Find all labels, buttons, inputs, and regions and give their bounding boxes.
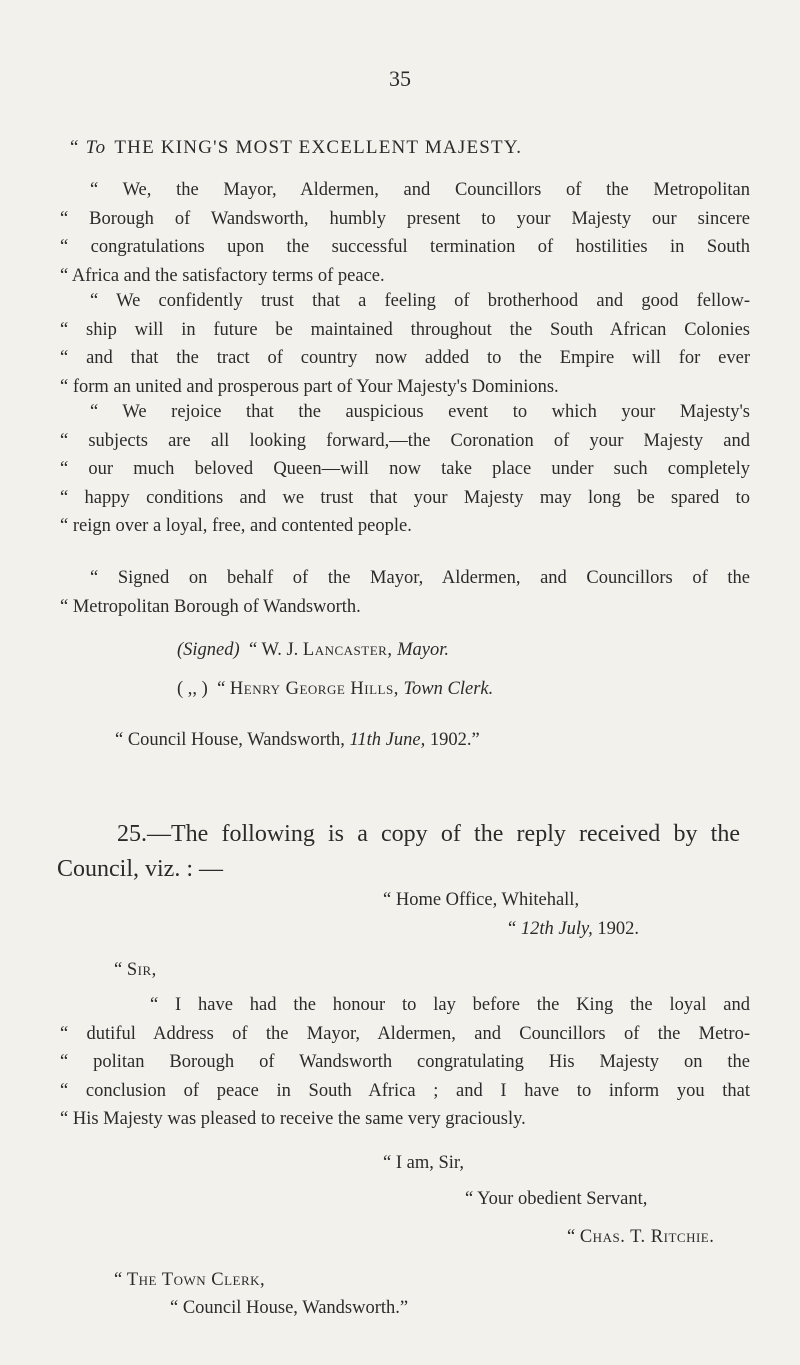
addressee-name: The Town Clerk, bbox=[126, 1270, 266, 1290]
addressee-quote: “ bbox=[114, 1270, 127, 1290]
reply-date-year: 1902. bbox=[592, 919, 640, 939]
signer-initials: “ W. J. bbox=[248, 640, 303, 660]
address-heading bbox=[70, 137, 522, 159]
text-line: “ subjects are all looking forward,—the Coronation of your Majesty and bbox=[60, 430, 750, 451]
text-line: “ We rejoice that the auspicious event to which your Majesty's bbox=[90, 402, 750, 422]
text-line: “ We confidently trust that a feeling of brotherhood and good fellow- bbox=[90, 291, 750, 311]
address-paragraph-4 bbox=[60, 564, 750, 621]
text-line: “ congratulations upon the successful termination of hostilities in South bbox=[60, 237, 750, 257]
signer-name: Chas. T. Ritchie. bbox=[579, 1227, 715, 1247]
signer-title: Mayor. bbox=[397, 640, 449, 660]
reply-body bbox=[60, 991, 750, 1134]
text-line: “ We, the Mayor, Aldermen, and Councillors of the Metropolitan bbox=[90, 180, 750, 200]
ditto-label: ( ,, ) bbox=[177, 679, 208, 699]
address-dateline bbox=[115, 730, 480, 751]
text-line: “ Signed on behalf of the Mayor, Aldermen, and Councillors of the bbox=[90, 568, 750, 588]
text-line: “ conclusion of peace in South Africa ; and I have to inform you that bbox=[60, 1080, 750, 1101]
text-line: Council, viz. : — bbox=[57, 856, 223, 882]
text-line: “ Africa and the satisfactory terms of peace. bbox=[60, 265, 385, 286]
signature-mayor bbox=[177, 640, 449, 661]
text-line: “ happy conditions and we trust that your Majesty may long be spared to bbox=[60, 487, 750, 508]
reply-intro bbox=[57, 817, 740, 887]
dateline-date: 11th June, bbox=[349, 730, 426, 750]
text-line: “ and that the tract of country now added to the Empire will for ever bbox=[60, 348, 750, 368]
signer-name: Henry George Hills, bbox=[229, 679, 399, 699]
dateline-place: “ Council House, Wandsworth, bbox=[115, 730, 350, 750]
reply-date bbox=[508, 919, 639, 940]
text-line: “ dutiful Address of the Mayor, Aldermen, and Councillors of the Metro- bbox=[60, 1023, 750, 1044]
signer-title: Town Clerk. bbox=[403, 679, 494, 699]
signer-name: Lancaster, bbox=[302, 640, 393, 660]
salutation-quote: “ bbox=[114, 960, 127, 980]
reply-date-day: 12th July, bbox=[520, 919, 593, 939]
text-line: “ I have had the honour to lay before the King the loyal and bbox=[150, 995, 750, 1015]
date-quote: “ bbox=[508, 919, 521, 939]
text-line: “ our much beloved Queen—will now take place under such completely bbox=[60, 459, 750, 479]
signer-quote: “ bbox=[567, 1227, 580, 1247]
reply-addressee-place: “ Council House, Wandsworth.” bbox=[170, 1298, 409, 1318]
text-line: “ reign over a loyal, free, and contented people. bbox=[60, 516, 412, 536]
closing-line-1: “ I am, Sir, bbox=[383, 1153, 464, 1173]
salutation-text: Sir, bbox=[126, 960, 157, 980]
address-paragraph-2 bbox=[60, 287, 750, 401]
signature-town-clerk bbox=[177, 679, 493, 700]
signed-label: (Signed) bbox=[177, 640, 240, 660]
heading-text: THE KING'S MOST EXCELLENT MAJESTY. bbox=[114, 137, 523, 158]
text-line: “ politan Borough of Wandsworth congratulating His Majesty on the bbox=[60, 1052, 750, 1072]
page-number: 35 bbox=[389, 66, 411, 91]
reply-place: “ Home Office, Whitehall, bbox=[383, 890, 580, 910]
reply-salutation bbox=[114, 960, 157, 981]
dateline-year: 1902.” bbox=[425, 730, 480, 750]
heading-quote: “ bbox=[70, 137, 80, 158]
heading-to: To bbox=[85, 137, 107, 158]
text-line: “ His Majesty was pleased to receive the same very graciously. bbox=[60, 1109, 526, 1129]
text-line: “ Metropolitan Borough of Wandsworth. bbox=[60, 596, 361, 617]
address-paragraph-3 bbox=[60, 398, 750, 541]
text-line: “ form an united and prosperous part of Your Majesty's Dominions. bbox=[60, 376, 559, 397]
signer-quote: “ bbox=[217, 679, 230, 699]
address-paragraph-1 bbox=[60, 176, 750, 290]
text-line: 25.—The following is a copy of the reply received by the bbox=[117, 821, 740, 847]
closing-line-2: “ Your obedient Servant, bbox=[465, 1189, 648, 1209]
text-line: “ Borough of Wandsworth, humbly present to your Majesty our sincere bbox=[60, 208, 750, 229]
text-line: “ ship will in future be maintained throughout the South African Colonies bbox=[60, 319, 750, 340]
reply-addressee bbox=[114, 1270, 265, 1291]
reply-signer bbox=[567, 1227, 714, 1248]
